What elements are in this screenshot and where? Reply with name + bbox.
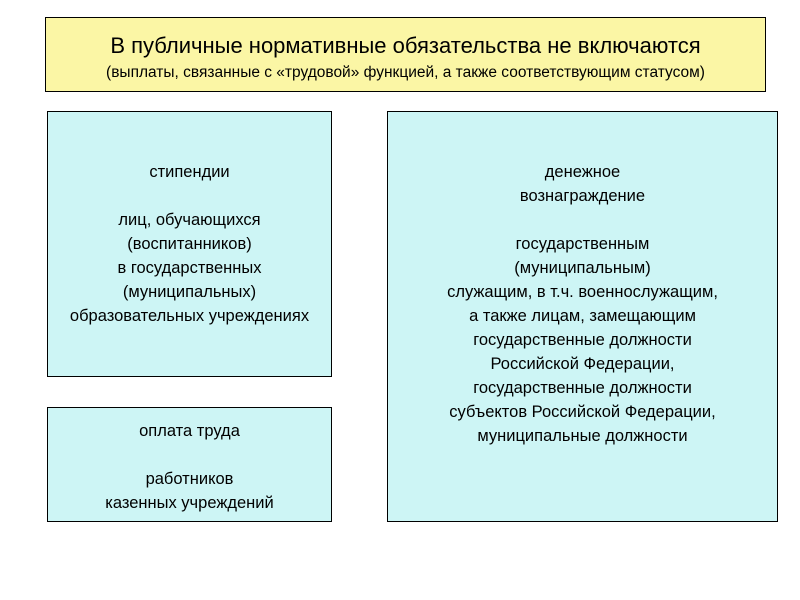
- stipend-heading: стипендии: [149, 163, 230, 181]
- reward-line: муниципальные должности: [477, 427, 688, 445]
- header-subtitle: (выплаты, связанные с «трудовой» функцией, а также соответствующим статусом): [106, 64, 705, 81]
- reward-heading: денежное: [544, 163, 621, 181]
- reward-line: а также лицам, замещающим: [469, 307, 696, 325]
- header-box: [45, 17, 766, 92]
- stipend-line: образовательных учреждениях: [69, 307, 310, 325]
- wages-heading: оплата труда: [139, 422, 240, 440]
- reward-line: Российской Федерации,: [490, 355, 675, 373]
- wages-box: [47, 407, 332, 522]
- wages-line: казенных учреждений: [105, 494, 274, 512]
- stipend-line: (муниципальных): [122, 283, 257, 301]
- reward-line: служащим, в т.ч. военнослужащим,: [447, 283, 718, 301]
- stipend-box: [47, 111, 332, 377]
- wages-line: работников: [145, 470, 234, 488]
- reward-line: государственные должности: [473, 379, 692, 397]
- reward-heading: вознаграждение: [519, 187, 646, 205]
- stipend-line: лиц, обучающихся: [118, 211, 261, 229]
- reward-line: (муниципальным): [514, 259, 651, 277]
- reward-line: государственные должности: [473, 331, 692, 349]
- reward-box: [387, 111, 778, 522]
- stipend-line: (воспитанников): [127, 235, 252, 253]
- stipend-line: в государственных: [117, 259, 262, 277]
- reward-line: субъектов Российской Федерации,: [449, 403, 716, 421]
- reward-line: государственным: [515, 235, 650, 253]
- header-title: В публичные нормативные обязательства не включаются: [110, 33, 701, 58]
